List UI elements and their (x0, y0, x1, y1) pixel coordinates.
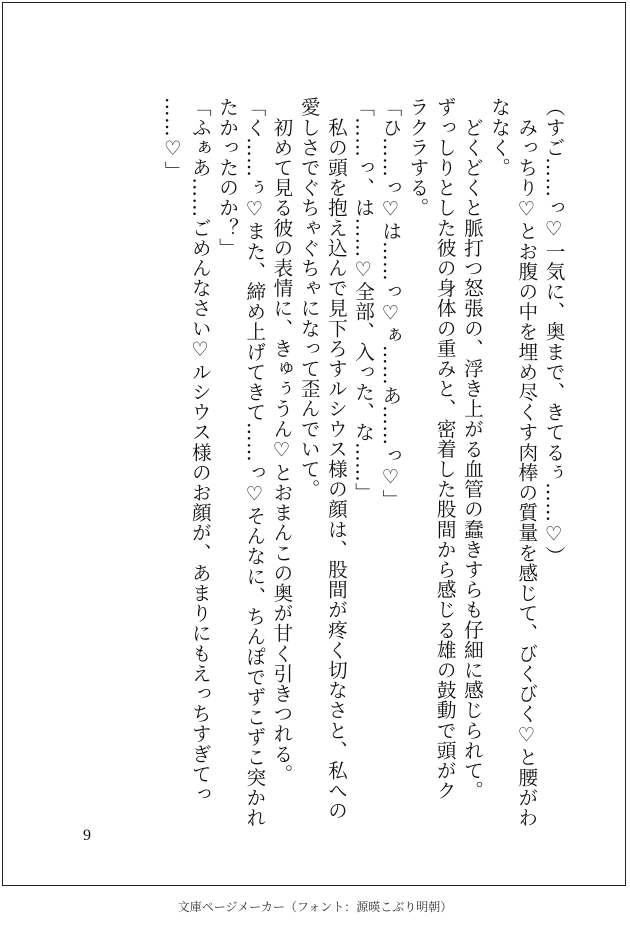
text-line: ずっしりとした彼の身体の重みと、密着した股間から感じる雄の鼓動で頭がク (433, 97, 457, 801)
text-line: たかったのか？」 (215, 97, 239, 258)
text-line: （すご……っ♡一気に、奥まで、きてるぅ……♡） (542, 97, 565, 567)
text-line: ラクラする。 (405, 97, 429, 218)
text-line: どくどくと脈打つ怒張の、浮き上がる血管の蠢きすらも仔細に感じられて。 (460, 97, 484, 801)
text-line: 愛しさでぐちゃぐちゃになって歪んでいて。 (297, 97, 321, 499)
vertical-text-body (73, 97, 567, 828)
text-line: 初めて見る彼の表情に、きゅぅうん♡とおまんこの奥が甘く引きつれる。 (269, 97, 293, 784)
page-number: 9 (83, 827, 91, 844)
text-line: 「……っ、は……♡全部、入った、な……」 (351, 97, 375, 503)
text-line: みっちり♡とお腹の中を埋め尽くす肉棒の質量を感じて、びくびく♡と腰がわ (514, 97, 538, 828)
book-page (2, 2, 626, 886)
text-line: 「く……ぅ♡また、締め上げてきて……っ♡そんなに、ちんぽでずこずこ突かれ (242, 97, 266, 828)
text-line: ななく。 (487, 97, 511, 178)
text-line: ……♡」 (161, 97, 185, 181)
text-line: 「ひ……っ♡は……っ♡ぁ……あ……っ♡」 (378, 97, 402, 510)
footer-caption: 文庫ページメーカー（フォント：源暎こぶり明朝） (177, 900, 453, 914)
text-line: 私の頭を抱え込んで見下ろすルシウス様の顔は、股間が疼く切なさと、私への (324, 97, 348, 821)
text-line: 「ふぁあ……ごめんなさい♡ルシウス様のお顔が、あまりにもえっちすぎてっ (188, 97, 212, 804)
